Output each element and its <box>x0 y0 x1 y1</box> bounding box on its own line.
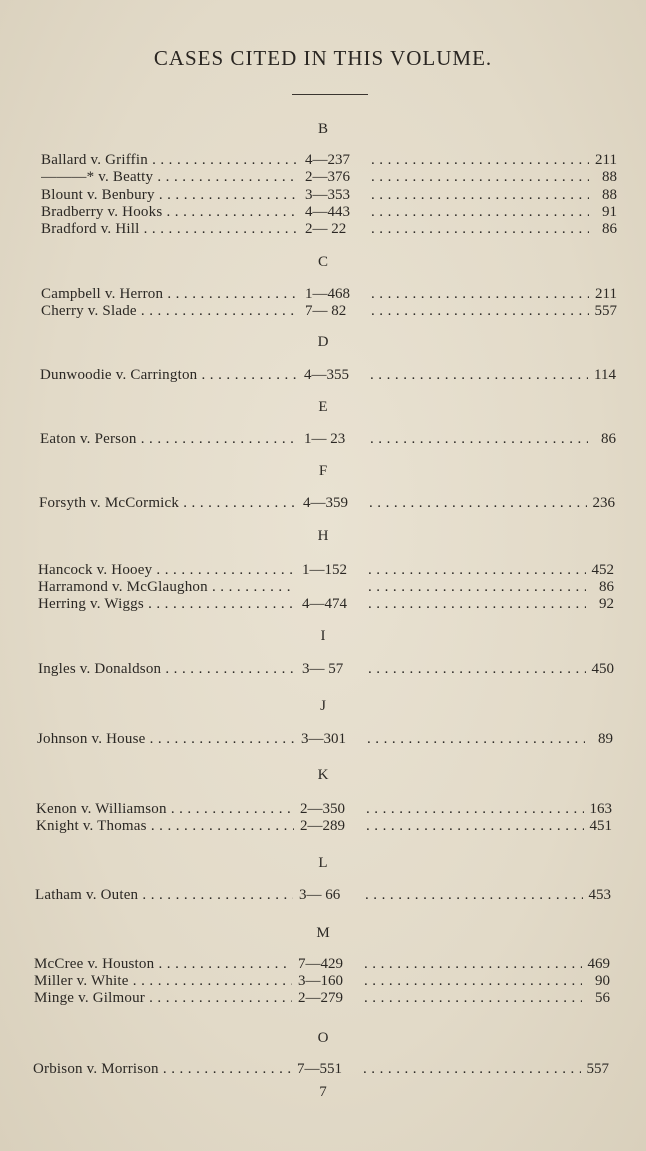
case-reference: 3—353 <box>305 187 350 203</box>
case-reference: 3— 66 <box>299 887 341 903</box>
case-reference: 2—376 <box>305 169 350 185</box>
cited-page: 86 <box>599 579 614 595</box>
section-letter-c: C <box>317 254 328 270</box>
page-title: CASES CITED IN THIS VOLUME. <box>153 46 493 70</box>
case-reference: 4—474 <box>302 596 347 612</box>
case-name: Hancock v. Hooey <box>38 562 153 578</box>
cited-page: 114 <box>594 367 616 383</box>
case-reference: 7—429 <box>298 956 343 972</box>
case-reference: 3—301 <box>301 731 346 747</box>
case-reference: 4—237 <box>305 152 350 168</box>
section-letter-f: F <box>318 463 328 479</box>
case-name: Campbell v. Herron <box>41 286 164 302</box>
case-reference: 4—355 <box>304 367 349 383</box>
case-reference: 1—468 <box>305 286 350 302</box>
cited-page: 453 <box>588 887 611 903</box>
cited-page: 86 <box>602 221 617 237</box>
case-name: Knight v. Thomas <box>36 818 147 834</box>
section-letter-d: D <box>317 334 329 350</box>
case-reference: 2—289 <box>300 818 345 834</box>
case-reference: 1— 23 <box>304 431 346 447</box>
case-name: Ballard v. Griffin <box>41 152 148 168</box>
case-reference: 1—152 <box>302 562 347 578</box>
case-name: Minge v. Gilmour <box>34 990 145 1006</box>
cited-page: 557 <box>594 303 617 319</box>
cited-page: 469 <box>587 956 610 972</box>
section-letter-h: H <box>317 528 329 544</box>
section-letter-b: B <box>317 121 328 137</box>
case-reference: 3—160 <box>298 973 343 989</box>
case-name: Bradford v. Hill <box>41 221 140 237</box>
case-name: McCree v. Houston <box>34 956 155 972</box>
cited-page: 450 <box>591 661 614 677</box>
cited-page: 211 <box>595 286 617 302</box>
case-name: Harramond v. McGlaughon <box>38 579 208 595</box>
section-letter-o: O <box>317 1030 329 1046</box>
cited-page: 86 <box>601 431 616 447</box>
cited-page: 92 <box>599 596 614 612</box>
case-name: Miller v. White <box>34 973 129 989</box>
case-reference: 2—279 <box>298 990 343 1006</box>
case-reference: 3— 57 <box>302 661 344 677</box>
page-number: 7 <box>319 1084 327 1100</box>
case-name: Forsyth v. McCormick <box>39 495 180 511</box>
cited-page: 452 <box>591 562 614 578</box>
case-name: Kenon v. Williamson <box>36 801 167 817</box>
section-letter-e: E <box>318 399 328 415</box>
cited-page: 90 <box>595 973 610 989</box>
cited-page: 451 <box>589 818 612 834</box>
case-name: Blount v. Benbury <box>41 187 155 203</box>
case-name: Cherry v. Slade <box>41 303 137 319</box>
section-letter-k: K <box>317 767 329 783</box>
cited-page: 88 <box>602 187 617 203</box>
cited-page: 236 <box>592 495 615 511</box>
case-name: Dunwoodie v. Carrington <box>40 367 198 383</box>
case-reference: 4—359 <box>303 495 348 511</box>
cited-page: 557 <box>586 1061 609 1077</box>
case-reference: 4—443 <box>305 204 350 220</box>
case-reference: 7— 82 <box>305 303 347 319</box>
cited-page: 56 <box>595 990 610 1006</box>
cited-page: 91 <box>602 204 617 220</box>
case-name: Latham v. Outen <box>35 887 139 903</box>
case-name: Orbison v. Morrison <box>33 1061 159 1077</box>
section-letter-m: M <box>316 925 330 941</box>
cited-page: 211 <box>595 152 617 168</box>
case-reference: 2— 22 <box>305 221 347 237</box>
title-rule <box>292 94 368 95</box>
cited-page: 88 <box>602 169 617 185</box>
case-name: Ingles v. Donaldson <box>38 661 162 677</box>
case-name: Eaton v. Person <box>40 431 137 447</box>
section-letter-j: J <box>320 698 326 714</box>
section-letter-l: L <box>318 855 328 871</box>
cited-page: 163 <box>589 801 612 817</box>
case-name: Johnson v. House <box>37 731 146 747</box>
case-reference: 7—551 <box>297 1061 342 1077</box>
cited-page: 89 <box>598 731 613 747</box>
section-letter-i: I <box>320 628 326 644</box>
case-name: Bradberry v. Hooks <box>41 204 163 220</box>
case-reference: 2—350 <box>300 801 345 817</box>
case-name: ———* v. Beatty <box>41 169 154 185</box>
case-name: Herring v. Wiggs <box>38 596 144 612</box>
